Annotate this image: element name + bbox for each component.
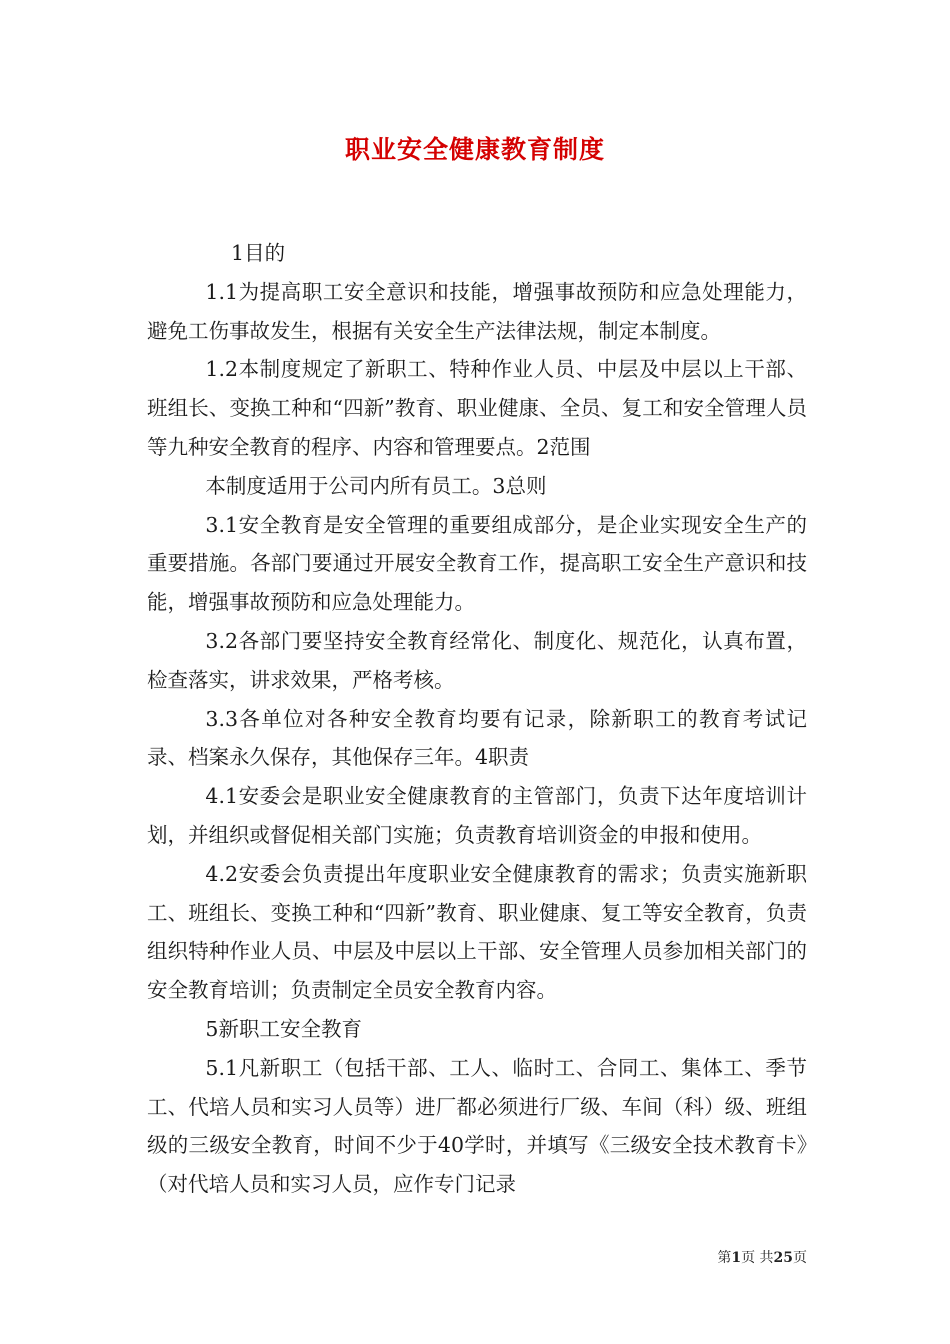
paragraph-scope: 本制度适用于公司内所有员工。3总则: [205, 473, 547, 498]
paragraph-3-1: 3.1安全教育是安全管理的重要组成部分，是企业实现安全生产的重要措施。各部门要通过开展安全教育工作，提高职工安全生产意识和技能，增强事故预防和应急处理能力。: [147, 512, 807, 615]
paragraph-5-1: 5.1凡新职工（包括干部、工人、临时工、合同工、集体工、季节工、代培人员和实习人员等）进厂都必须进行厂级、车间（科）级、班组级的三级安全教育，时间不少于40学时，并填写《三级安全技术教育卡》（对代培人员和实习人员，应作专门记录: [147, 1055, 807, 1197]
document-body: [147, 234, 807, 1204]
paragraph-1-2: 1.2本制度规定了新职工、特种作业人员、中层及中层以上干部、班组长、变换工种和“四新”教育、职业健康、全员、复工和安全管理人员等九种安全教育的程序、内容和管理要点。2范围: [147, 357, 807, 459]
footer-middle: 页 共: [741, 1250, 774, 1266]
footer-suffix: 页: [793, 1250, 807, 1266]
current-page-number: 1: [731, 1250, 742, 1266]
paragraph-4-1: 4.1安委会是职业安全健康教育的主管部门，负责下达年度培训计划，并组织或督促相关部门实施；负责教育培训资金的申报和使用。: [147, 784, 807, 847]
section-heading-purpose: 1目的: [231, 241, 286, 265]
footer-prefix: 第: [717, 1250, 732, 1266]
page-title: 职业安全健康教育制度: [344, 135, 605, 164]
paragraph-3-3: 3.3各单位对各种安全教育均要有记录，除新职工的教育考试记录、档案永久保存，其他保存三年。4职责: [147, 706, 807, 770]
page-number-footer: [717, 1248, 807, 1268]
paragraph-1-1: 1.1为提高职工安全意识和技能，增强事故预防和应急处理能力，避免工伤事故发生，根据有关安全生产法律法规，制定本制度。: [147, 279, 807, 343]
paragraph-3-2: 3.2各部门要坚持安全教育经常化、制度化、规范化，认真布置，检查落实，讲求效果，严格考核。: [147, 628, 807, 692]
total-page-count: 25: [773, 1250, 793, 1266]
paragraph-4-2: 4.2安委会负责提出年度职业安全健康教育的需求；负责实施新职工、班组长、变换工种和“四新”教育、职业健康、复工等安全教育，负责组织特种作业人员、中层及中层以上干部、安全管理人员参加相关部门的安全教育培训；负责制定全员安全教育内容。: [147, 861, 807, 1003]
section-heading-new-staff: 5新职工安全教育: [205, 1016, 362, 1041]
